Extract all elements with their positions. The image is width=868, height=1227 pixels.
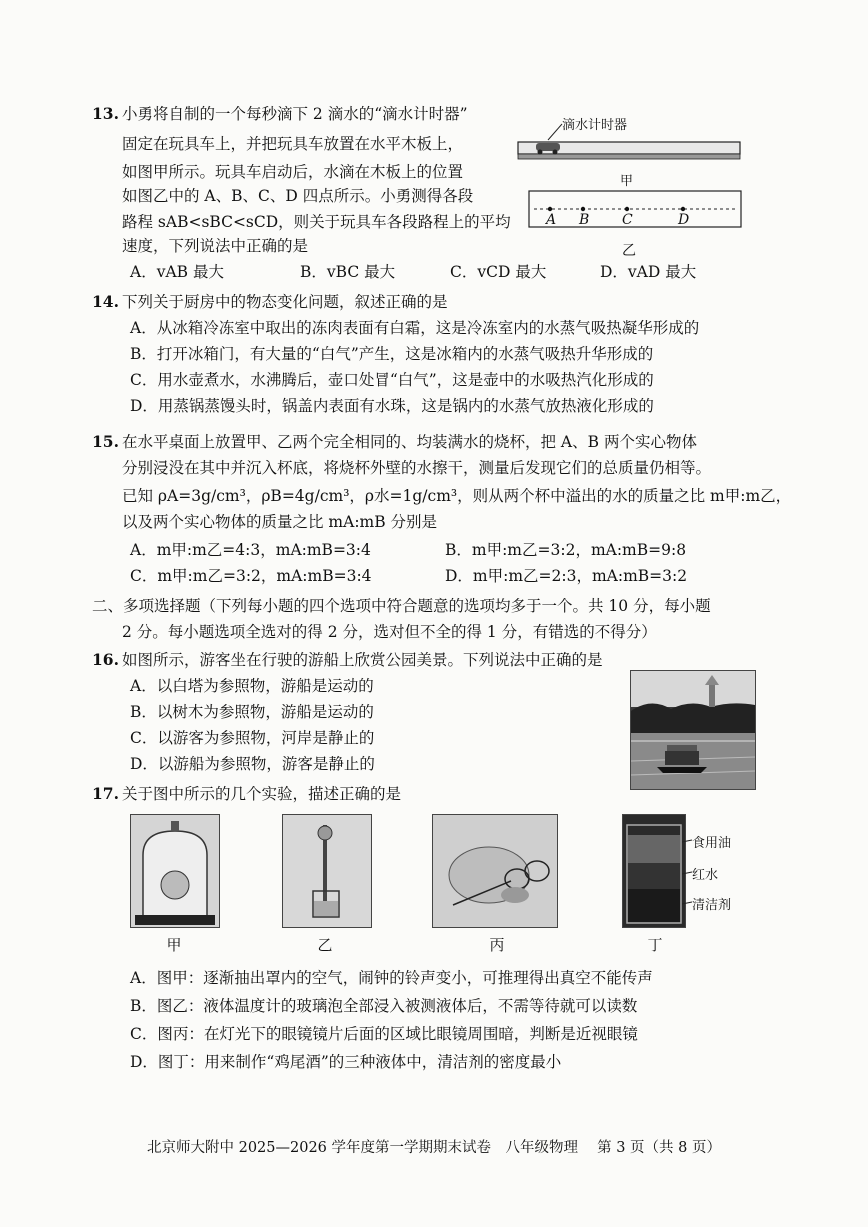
point-label: A <box>546 212 557 228</box>
drop-board <box>528 190 743 230</box>
option-c[interactable]: C．以游客为参照物，河岸是静止的 <box>130 729 375 747</box>
question-stem: 关于图中所示的几个实验，描述正确的是 <box>122 785 402 803</box>
question-number: 15. <box>92 432 119 451</box>
figure-caption: 丙 <box>489 936 505 954</box>
question-text-line: 以及两个实心物体的质量之比 mA:mB 分别是 <box>122 513 438 531</box>
option-a[interactable]: A．以白塔为参照物，游船是运动的 <box>130 677 374 695</box>
option-d[interactable]: D．m甲:m乙=2:3，mA:mB=3:2 <box>445 567 688 585</box>
question-number: 17. <box>92 784 119 803</box>
question-number: 13. <box>92 104 119 123</box>
option-d[interactable]: D．以游船为参照物，游客是静止的 <box>130 755 375 773</box>
question-text-line: 已知 ρA=3g/cm³，ρB=4g/cm³，ρ水=1g/cm³，则从两个杯中溢出的水的质量之比 m甲:m乙， <box>122 487 792 505</box>
question-text-line: 如图甲所示。玩具车启动后，水滴在木板上的位置 <box>122 163 464 181</box>
liquid-label-detergent: 清洁剂 <box>692 898 732 913</box>
option-b[interactable]: B．m甲:m乙=3:2，mA:mB=9:8 <box>445 541 687 559</box>
option-b[interactable]: B．打开冰箱门，有大量的“白气”产生，这是冰箱内的水蒸气吸热升华形成的 <box>130 345 654 363</box>
glasses-photo <box>432 814 558 928</box>
board-diagram <box>510 112 742 172</box>
layered-liquids-photo <box>622 814 686 928</box>
photo-drawing <box>631 671 755 789</box>
drip-timer-label: 滴水计时器 <box>562 118 628 133</box>
photo-drawing <box>131 815 219 927</box>
point-label: B <box>579 212 590 228</box>
question-stem: 如图所示，游客坐在行驶的游船上欣赏公园美景。下列说法中正确的是 <box>122 651 603 669</box>
photo-drawing <box>623 815 685 927</box>
photo-drawing <box>433 815 557 927</box>
question-stem: 下列关于厨房中的物态变化问题，叙述正确的是 <box>122 293 448 311</box>
question-text-line: 路程 sAB<sBC<sCD，则关于玩具车各段路程上的平均 <box>122 213 511 231</box>
question-text-line: 分别浸没在其中并沉入杯底，将烧杯外壁的水擦干，测量后发现它们的总质量仍相等。 <box>122 459 712 477</box>
option-d[interactable]: D．vAD 最大 <box>600 263 697 281</box>
option-d[interactable]: D．图丁：用来制作“鸡尾酒”的三种液体中，清洁剂的密度最小 <box>130 1053 562 1071</box>
option-a[interactable]: A．从冰箱冷冻室中取出的冻肉表面有白霜，这是冷冻室内的水蒸气吸热凝华形成的 <box>130 319 700 337</box>
section-text-line: 2 分。每小题选项全选对的得 2 分，选对但不全的得 1 分，有错选的不得分） <box>122 623 657 641</box>
figure-caption: 乙 <box>317 936 333 954</box>
point-label: C <box>622 212 633 228</box>
figure-caption: 丁 <box>647 936 663 954</box>
liquid-label-red-water: 红水 <box>692 868 719 883</box>
liquid-label-oil: 食用油 <box>692 836 732 851</box>
question-number: 16. <box>92 650 119 669</box>
option-a[interactable]: A．图甲：逐渐抽出罩内的空气，闹钟的铃声变小，可推理得出真空不能传声 <box>130 969 653 987</box>
option-c[interactable]: C．图丙：在灯光下的眼镜镜片后面的区域比眼镜周围暗，判断是近视眼镜 <box>130 1025 638 1043</box>
option-b[interactable]: B．图乙：液体温度计的玻璃泡全部浸入被测液体后，不需等待就可以读数 <box>130 997 638 1015</box>
page-footer: 北京师大附中 2025—2026 学年度第一学期期末试卷 八年级物理 第 3 页（共 8 页） <box>146 1140 721 1156</box>
option-c[interactable]: C．vCD 最大 <box>450 263 547 281</box>
figure-caption: 甲 <box>166 936 182 954</box>
question-text-line: 如图乙中的 A、B、C、D 四点所示。小勇测得各段 <box>122 187 474 205</box>
question-number: 14. <box>92 292 119 311</box>
option-c[interactable]: C．m甲:m乙=3:2，mA:mB=3:4 <box>130 567 372 585</box>
question-text-line: 固定在玩具车上，并把玩具车放置在水平木板上， <box>122 135 464 153</box>
option-b[interactable]: B．vBC 最大 <box>300 263 396 281</box>
section-text-line: 二、多项选择题（下列每小题的四个选项中符合题意的选项均多于一个。共 10 分，每小题 <box>92 597 711 615</box>
label-leader-lines <box>682 830 694 910</box>
option-d[interactable]: D．用蒸锅蒸馒头时，锅盖内表面有水珠，这是锅内的水蒸气放热液化形成的 <box>130 397 654 415</box>
option-b[interactable]: B．以树木为参照物，游船是运动的 <box>130 703 374 721</box>
question-text-line: 在水平桌面上放置甲、乙两个完全相同的、均装满水的烧杯，把 A、B 两个实心物体 <box>122 433 697 451</box>
question-text-line: 速度，下列说法中正确的是 <box>122 237 309 255</box>
thermometer-photo <box>282 814 372 928</box>
option-c[interactable]: C．用水壶煮水，水沸腾后，壶口处冒“白气”，这是壶中的水吸热汽化形成的 <box>130 371 654 389</box>
option-a[interactable]: A．vAB 最大 <box>130 263 224 281</box>
option-a[interactable]: A．m甲:m乙=4:3，mA:mB=3:4 <box>130 541 371 559</box>
park-boat-photo <box>630 670 756 790</box>
photo-drawing <box>283 815 371 927</box>
point-label: D <box>678 212 690 228</box>
question-text-line: 小勇将自制的一个每秒滴下 2 滴水的“滴水计时器” <box>122 105 468 123</box>
figure-caption: 甲 <box>620 174 634 189</box>
figure-caption: 乙 <box>622 243 636 259</box>
bell-jar-photo <box>130 814 220 928</box>
